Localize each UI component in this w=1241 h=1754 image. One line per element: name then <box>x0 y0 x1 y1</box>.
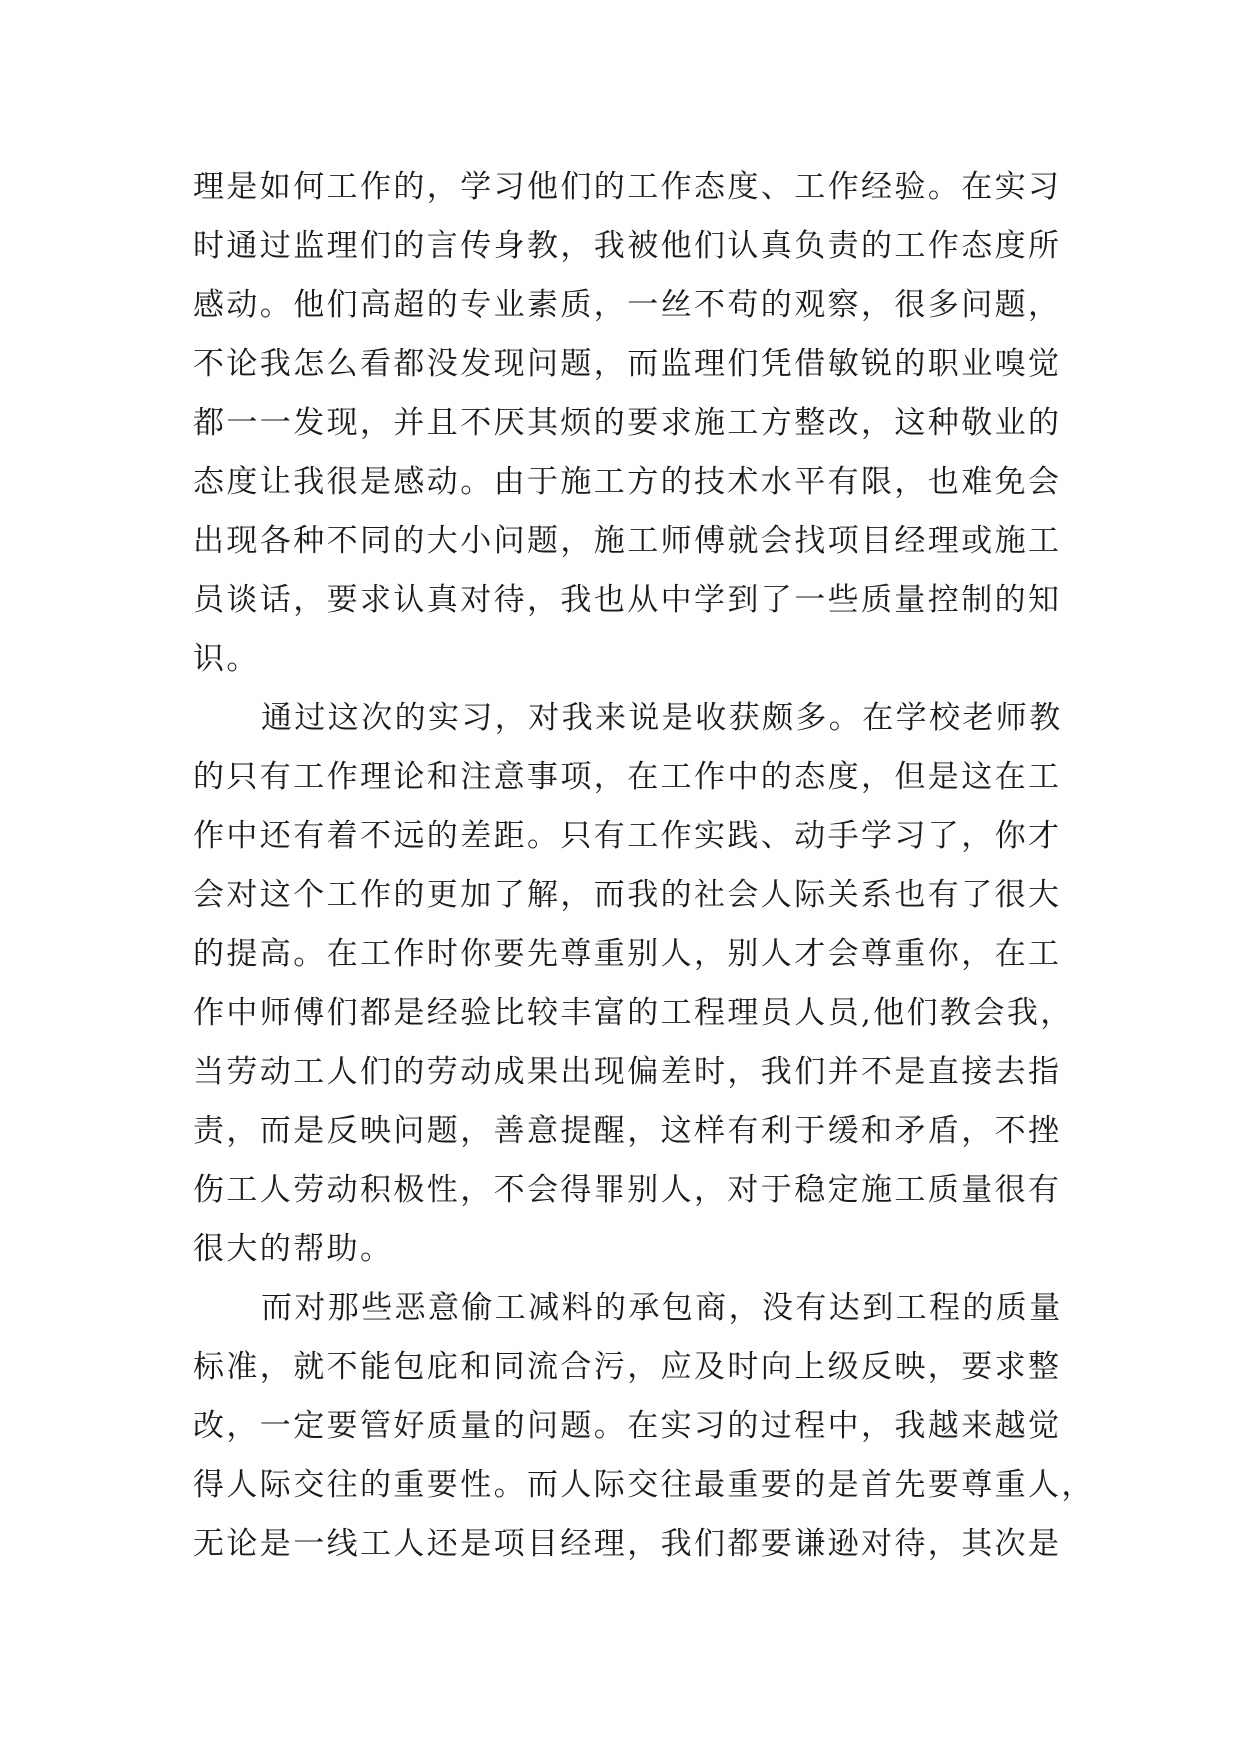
text-line: 出现各种不同的大小问题，施工师傅就会找项目经理或施工 <box>193 523 1062 559</box>
text-line: 责，而是反映问题，善意提醒，这样有利于缓和矛盾，不挫 <box>193 1113 1062 1149</box>
text-line: 得人际交往的重要性。而人际交往最重要的是首先要尊重人， <box>193 1467 1095 1503</box>
text-line: 不论我怎么看都没发现问题，而监理们凭借敏锐的职业嗅觉 <box>193 346 1062 382</box>
text-line: 会对这个工作的更加了解，而我的社会人际关系也有了很大 <box>193 877 1062 913</box>
text-line: 理是如何工作的，学习他们的工作态度、工作经验。在实习 <box>193 169 1062 205</box>
text-line: 感动。他们高超的专业素质，一丝不苟的观察，很多问题， <box>193 287 1062 323</box>
text-line: 的提高。在工作时你要先尊重别人，别人才会尊重你，在工 <box>193 936 1062 972</box>
document-body <box>193 158 1095 1574</box>
text-line: 态度让我很是感动。由于施工方的技术水平有限，也难免会 <box>193 464 1062 500</box>
text-line: 员谈话，要求认真对待，我也从中学到了一些质量控制的知 <box>193 582 1062 618</box>
text-line: 改，一定要管好质量的问题。在实习的过程中，我越来越觉 <box>193 1408 1062 1444</box>
paragraph-2 <box>193 689 1073 1279</box>
text-line: 通过这次的实习，对我来说是收获颇多。在学校老师教 <box>261 700 1063 736</box>
text-line: 时通过监理们的言传身教，我被他们认真负责的工作态度所 <box>193 228 1062 264</box>
text-line: 识。 <box>193 641 260 677</box>
text-line: 伤工人劳动积极性，不会得罪别人，对于稳定施工质量很有 <box>193 1172 1062 1208</box>
text-line: 而对那些恶意偷工减料的承包商，没有达到工程的质量 <box>261 1290 1063 1326</box>
text-line: 当劳动工人们的劳动成果出现偏差时，我们并不是直接去指 <box>193 1054 1062 1090</box>
text-line: 标准，就不能包庇和同流合污，应及时向上级反映，要求整 <box>193 1349 1062 1385</box>
paragraph-1 <box>193 158 1073 689</box>
text-line: 的只有工作理论和注意事项，在工作中的态度，但是这在工 <box>193 759 1062 795</box>
text-line: 很大的帮助。 <box>193 1231 394 1267</box>
text-line: 作中还有着不远的差距。只有工作实践、动手学习了，你才 <box>193 818 1062 854</box>
text-line: 作中师傅们都是经验比较丰富的工程理员人员,他们教会我， <box>193 995 1074 1031</box>
text-line: 无论是一线工人还是项目经理，我们都要谦逊对待，其次是 <box>193 1526 1062 1562</box>
text-line: 都一一发现，并且不厌其烦的要求施工方整改，这种敬业的 <box>193 405 1062 441</box>
paragraph-3 <box>193 1279 1095 1574</box>
